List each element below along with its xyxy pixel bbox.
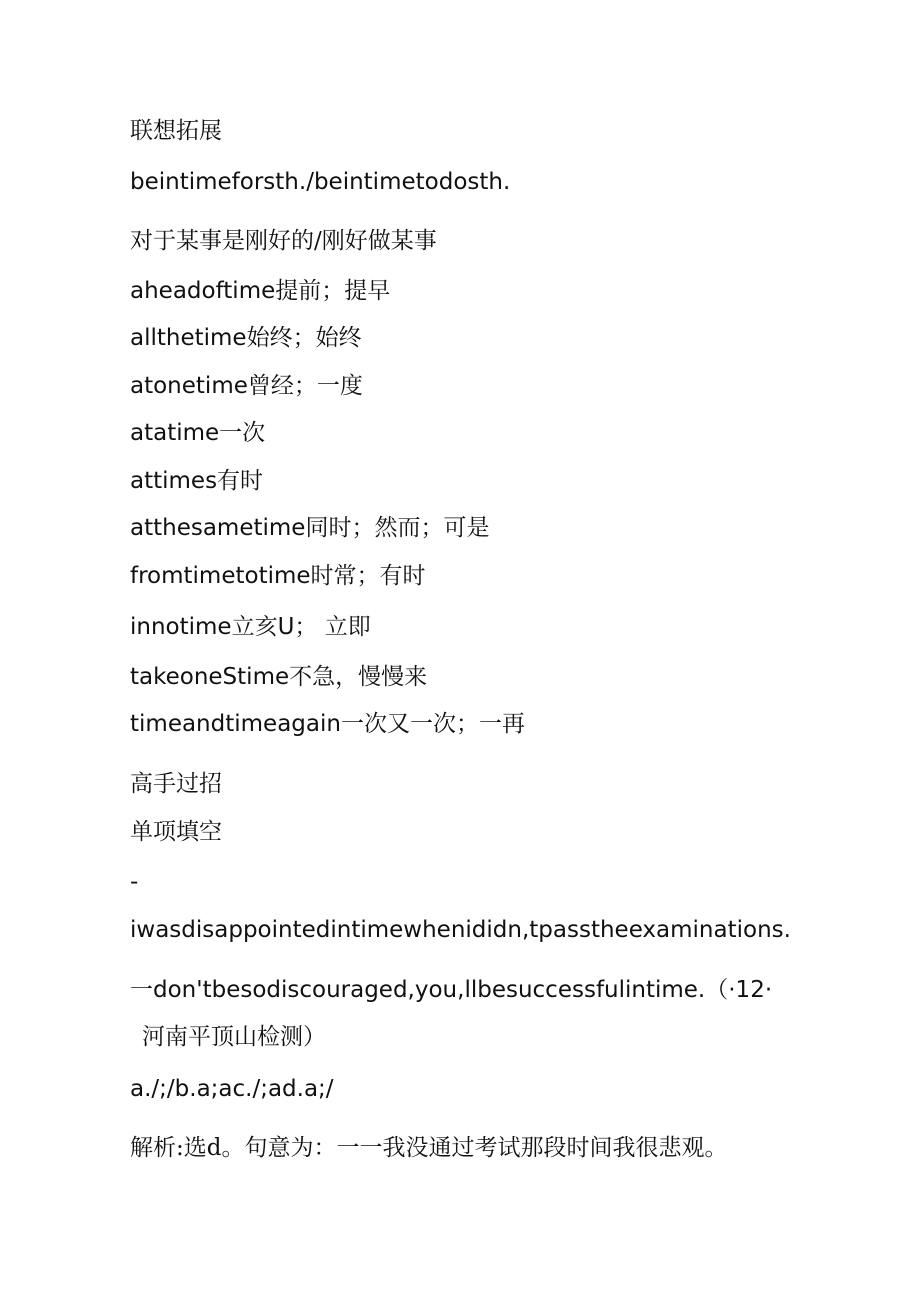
question-line-1: iwasdisappointedintimewhenididn,tpasstheexaminations. (130, 917, 791, 943)
phrase-item: timeandtimeagain一次又一次；一再 (130, 711, 525, 737)
heading-practice: 高手过招 (130, 771, 222, 797)
answer-options: a./;/b.a;ac./;ad.a;/ (130, 1076, 334, 1102)
phrase-item: allthetime始终；始终 (130, 325, 362, 351)
phrase-item: atatime一次 (130, 420, 266, 446)
phrase-item: fromtimetotime时常；有时 (130, 563, 426, 589)
phrase-item: attimes有时 (130, 468, 264, 494)
phrase-item: takeoneStime不急，慢慢来 (130, 664, 428, 690)
question-dash: - (130, 869, 139, 895)
phrase-item: atthesametime同时；然而；可是 (130, 515, 490, 541)
heading-single-choice: 单项填空 (130, 819, 222, 845)
phrase-item: aheadoftime提前；提早 (130, 278, 391, 304)
question-source: 河南平顶山检测） (142, 1024, 326, 1050)
question-line-2: 一don'tbesodiscouraged,you,llbesuccessfulintime.（·12· (130, 977, 773, 1003)
phrase-be-in-time-meaning: 对于某事是刚好的/刚好做某事 (130, 228, 437, 254)
phrase-item: innotime立亥U； 立即 (130, 614, 371, 640)
phrase-item: atonetime曾经；一度 (130, 373, 363, 399)
answer-analysis: 解析:选d。句意为：一一我没通过考试那段时间我很悲观。 (130, 1135, 728, 1161)
heading-expand: 联想拓展 (130, 118, 222, 144)
phrase-be-in-time: beintimeforsth./beintimetodosth. (130, 169, 511, 195)
